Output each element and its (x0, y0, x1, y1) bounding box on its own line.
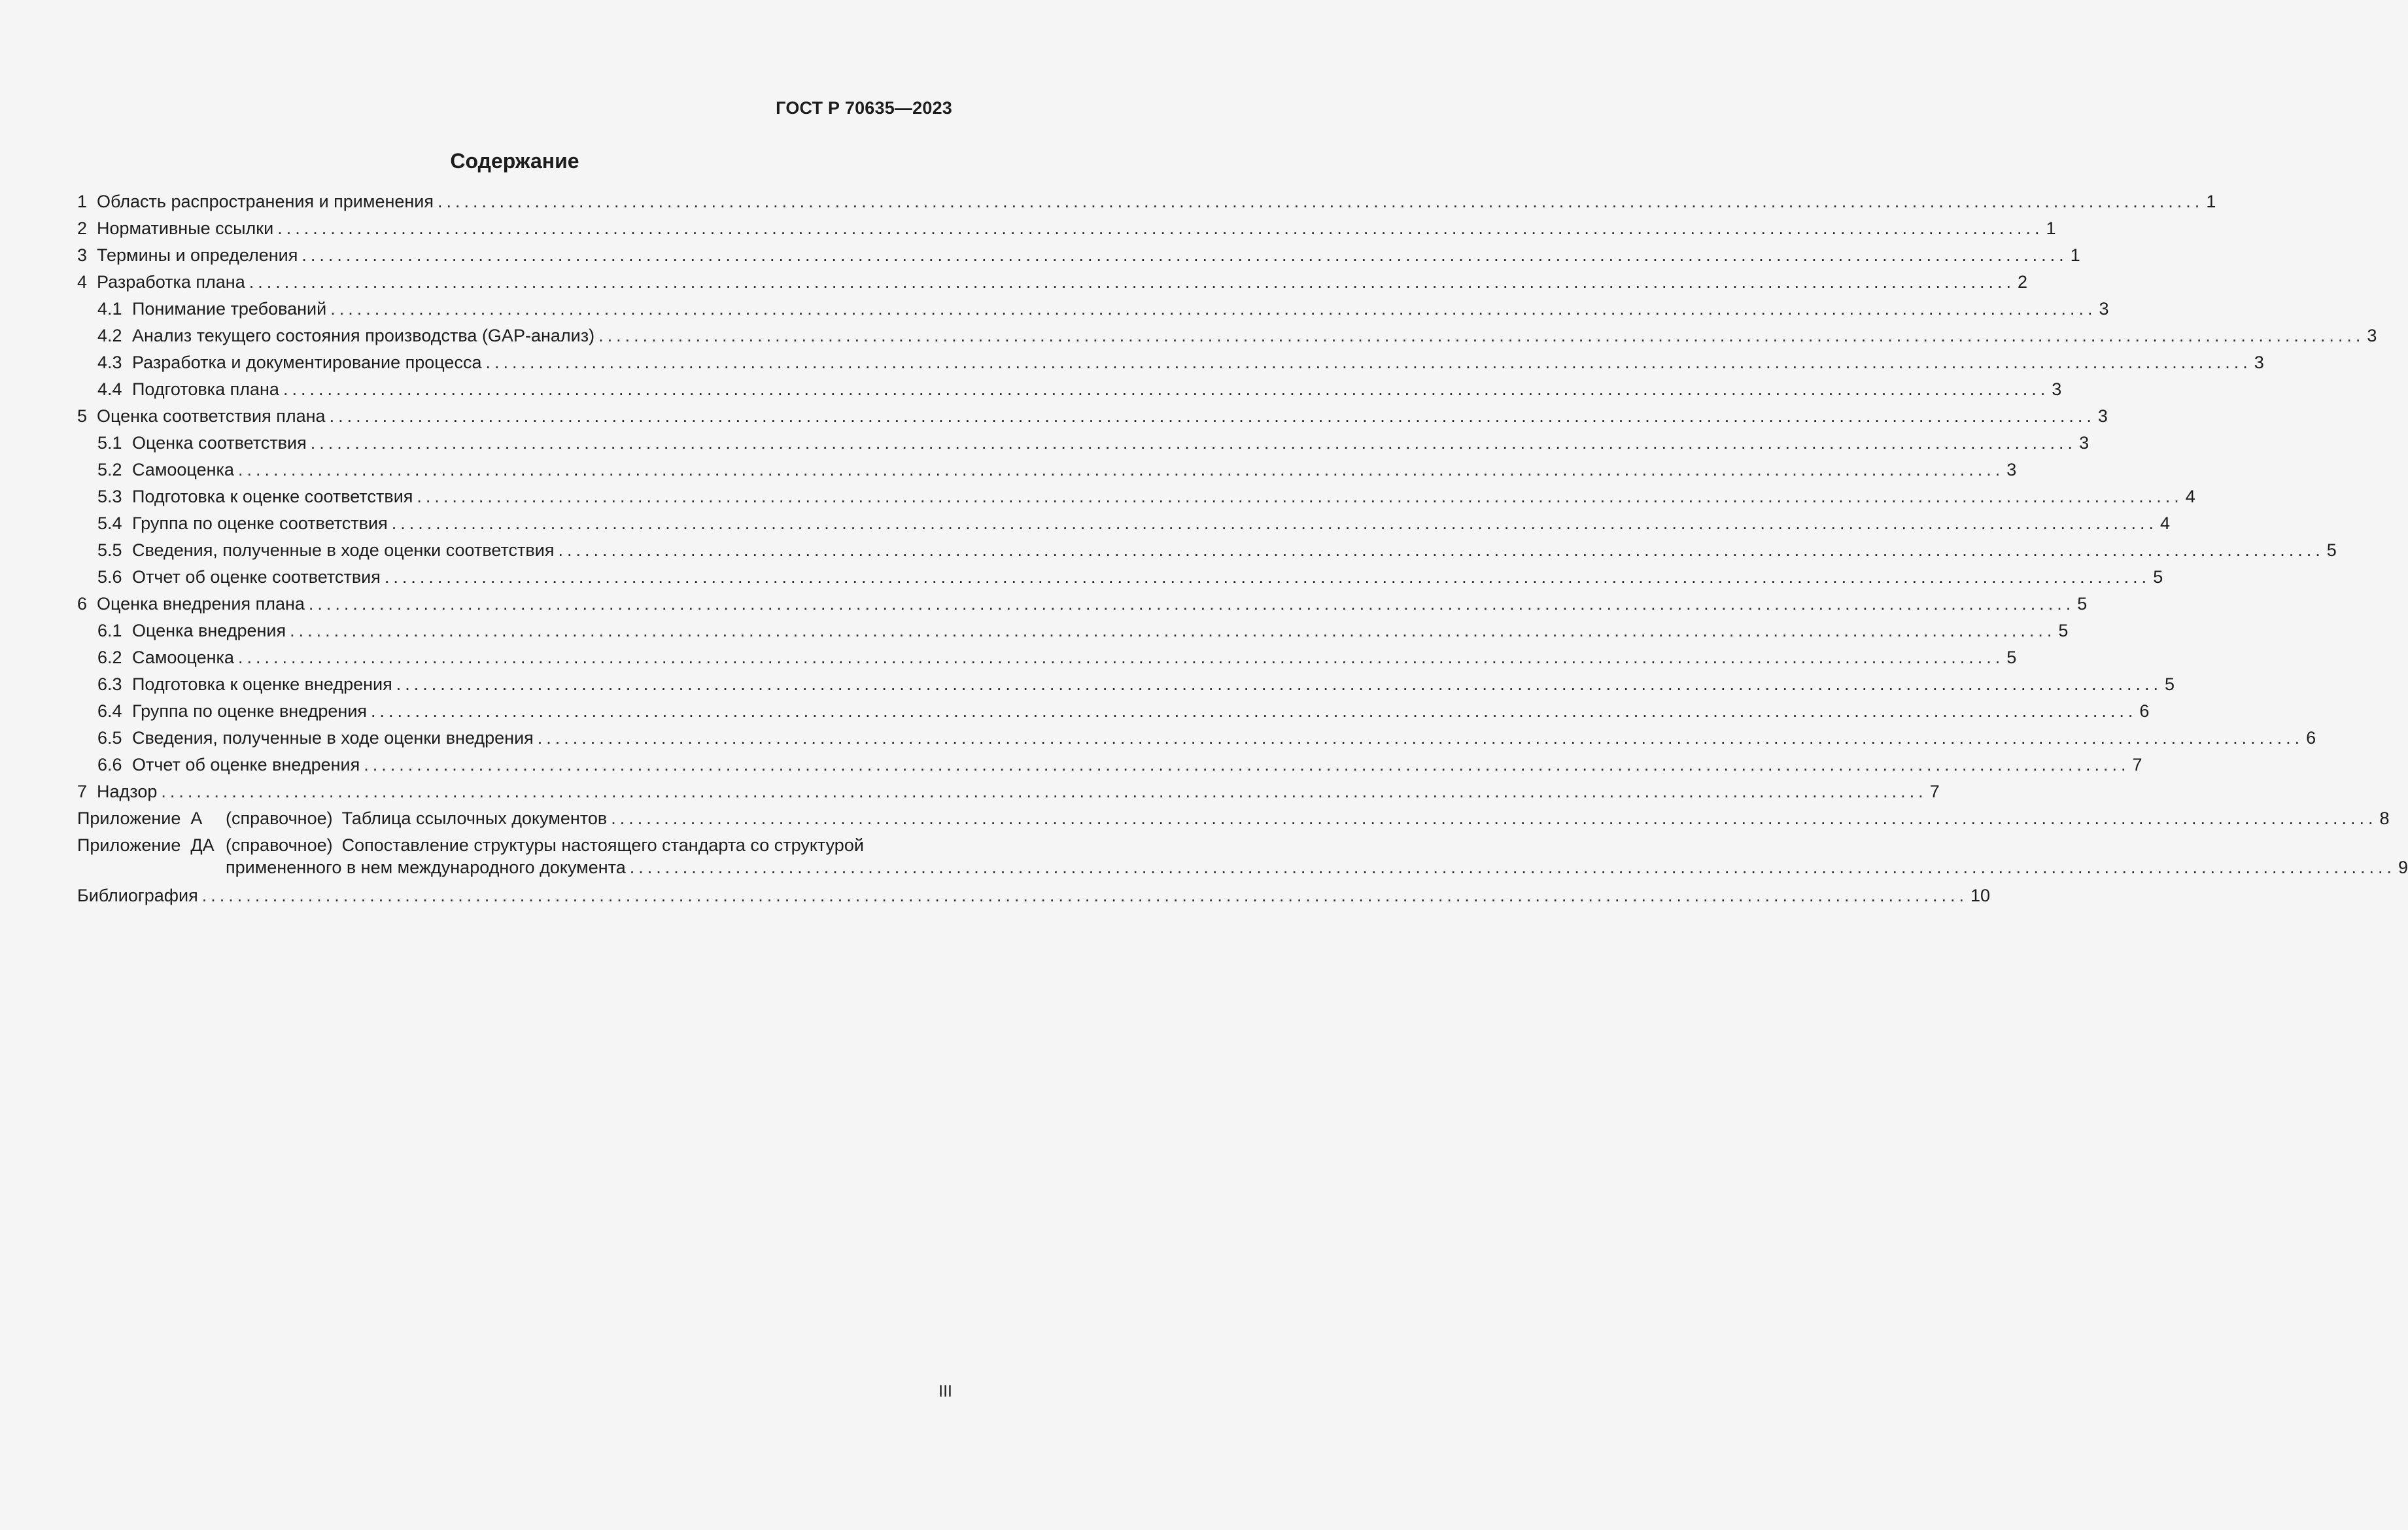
dot-leader: ........................................................................................................................................................................................................ (329, 406, 2095, 426)
dot-leader: ........................................................................................................................................................................................................ (396, 674, 2163, 694)
toc-entry (77, 403, 2108, 430)
toc-entry (77, 376, 2062, 403)
toc-entry-title: Оценка соответствия плана (97, 406, 326, 426)
toc-entry-title: Группа по оценке соответствия (132, 513, 388, 533)
toc-entry (77, 269, 2028, 296)
page-number: III (938, 1382, 952, 1400)
toc-entry-page: 3 (2097, 406, 2108, 426)
dot-leader: ........................................................................................................................................................................................................ (310, 433, 2077, 453)
dot-leader: ........................................................................................................................................................................................................ (485, 353, 2252, 372)
toc-entry-page: 4 (2185, 487, 2195, 506)
toc-entry-title: Сведения, полученные в ходе оценки соответствия (132, 540, 555, 560)
toc-entry-number: 6.2 (97, 648, 122, 667)
toc-entry-number: 5.3 (97, 487, 122, 506)
dot-leader: ........................................................................................................................................................................................................ (364, 755, 2130, 774)
toc-entry (77, 430, 2090, 457)
dot-leader: ........................................................................................................................................................................................................ (290, 621, 2056, 640)
dot-leader: ........................................................................................................................................................................................................ (391, 513, 2158, 533)
toc-entry-number: 5.6 (97, 567, 122, 587)
toc-entry-title: Оценка внедрения плана (97, 594, 305, 614)
toc-entry (77, 537, 2337, 564)
dot-leader: ........................................................................................................................................................................................................ (537, 728, 2304, 748)
toc-entry (77, 644, 2017, 671)
toc-entry-page: 2 (2018, 272, 2028, 292)
toc-entry (77, 349, 2264, 376)
toc-entry-number: 4.4 (97, 379, 122, 399)
toc-entry-page: 3 (2099, 299, 2109, 319)
annex-a-title: Таблица ссылочных документов (341, 808, 608, 828)
toc-entry (77, 296, 2109, 322)
toc-entry-number: 4.1 (97, 299, 122, 319)
toc-entry (77, 457, 2017, 483)
toc-entry-title: Группа по оценке внедрения (132, 701, 368, 721)
dot-leader: ........................................................................................................................................................................................................ (283, 379, 2050, 399)
annex-da-page: 9 (2398, 858, 2408, 877)
toc-entry-page: 3 (2254, 353, 2264, 372)
toc-entry-page: 3 (2367, 326, 2377, 345)
toc-entry-page: 5 (2058, 621, 2069, 640)
toc-entry-title: Разработка и документирование процесса (132, 353, 482, 372)
toc-entry-number: 6.5 (97, 728, 122, 748)
table-of-contents (77, 188, 2408, 909)
toc-entry-title: Оценка соответствия (132, 433, 307, 453)
dot-leader: ........................................................................................................................................................................................................ (330, 299, 2097, 319)
dot-leader: ........................................................................................................................................................................................................ (384, 567, 2151, 587)
toc-entry-number: 6.6 (97, 755, 122, 774)
toc-entry-number: 5 (77, 406, 88, 426)
toc-entries (77, 188, 2377, 805)
toc-entry (77, 752, 2142, 778)
toc-entry-title: Подготовка к оценке соответствия (132, 487, 413, 506)
bibliography-page: 10 (1970, 886, 1991, 905)
annex-da-prefix: Приложение ДА (77, 835, 215, 855)
toc-entry (77, 778, 1940, 805)
toc-entry (77, 215, 2056, 242)
toc-entry (77, 698, 2150, 725)
annex-a-prefix: Приложение А (77, 808, 203, 828)
toc-entry-title: Сведения, полученные в ходе оценки внедрения (132, 728, 534, 748)
toc-entry-title: Понимание требований (132, 299, 327, 319)
dot-leader: ........................................................................................................................................................................................................ (371, 701, 2137, 721)
annex-da-title-line1: Сопоставление структуры настоящего стандарта со структурой (341, 835, 864, 855)
dot-leader: ........................................................................................................................................................................................................ (611, 808, 2377, 828)
toc-entry-number: 3 (77, 245, 88, 265)
toc-entry-page: 5 (2153, 567, 2163, 587)
toc-entry-annex-da (77, 834, 2408, 878)
annex-a-page: 8 (2379, 808, 2390, 828)
dot-leader: ........................................................................................................................................................................................................ (237, 648, 2004, 667)
toc-entry-page: 5 (2006, 648, 2017, 667)
toc-entry-number: 7 (77, 782, 88, 801)
toc-entry-page: 3 (2006, 460, 2017, 479)
toc-entry-title: Термины и определения (97, 245, 298, 265)
toc-entry-number: 6.1 (97, 621, 122, 640)
dot-leader: ........................................................................................................................................................................................................ (308, 594, 2075, 614)
toc-entry (77, 591, 2088, 617)
toc-entry-title: Оценка внедрения (132, 621, 286, 640)
dot-leader: ........................................................................................................................................................................................................ (237, 460, 2004, 479)
toc-entry (77, 483, 2195, 510)
toc-entry-number: 5.1 (97, 433, 122, 453)
toc-entry (77, 322, 2377, 349)
toc-entry-page: 5 (2165, 674, 2175, 694)
toc-entry (77, 671, 2175, 698)
dot-leader: ........................................................................................................................................................................................................ (277, 218, 2044, 238)
toc-entry-annex-a (77, 805, 2390, 832)
toc-entry-number: 6.4 (97, 701, 122, 721)
toc-entry-page: 5 (2077, 594, 2088, 614)
toc-entry-page: 7 (2132, 755, 2142, 774)
toc-title: Содержание (450, 149, 579, 173)
annex-a-kind: (справочное) (226, 808, 333, 828)
toc-entry (77, 188, 2216, 215)
toc-entry-number: 5.5 (97, 540, 122, 560)
toc-entry-page: 1 (2046, 218, 2056, 238)
toc-entry-title: Отчет об оценке внедрения (132, 755, 360, 774)
toc-entry-page: 4 (2160, 513, 2171, 533)
toc-entry-number: 2 (77, 218, 88, 238)
toc-entry-page: 1 (2206, 192, 2216, 211)
dot-leader: ........................................................................................................................................................................................................ (629, 858, 2396, 877)
toc-entry-number: 4 (77, 272, 88, 292)
toc-entry-page: 6 (2306, 728, 2316, 748)
bibliography-label: Библиография (77, 886, 198, 905)
toc-entry-page: 3 (2052, 379, 2062, 399)
dot-leader: ........................................................................................................................................................................................................ (598, 326, 2365, 345)
dot-leader: ........................................................................................................................................................................................................ (161, 782, 1927, 801)
toc-entry-title: Отчет об оценке соответствия (132, 567, 381, 587)
toc-entry-page: 7 (1929, 782, 1940, 801)
toc-entry-page: 1 (2070, 245, 2080, 265)
toc-entry-title: Область распространения и применения (97, 192, 434, 211)
toc-entry-page: 3 (2079, 433, 2090, 453)
document-code: ГОСТ Р 70635—2023 (776, 98, 952, 118)
toc-entry (77, 725, 2316, 752)
toc-entry-number: 4.3 (97, 353, 122, 372)
toc-entry-number: 1 (77, 192, 88, 211)
toc-entry-title: Нормативные ссылки (97, 218, 274, 238)
toc-entry-page: 5 (2326, 540, 2337, 560)
dot-leader: ........................................................................................................................................................................................................ (438, 192, 2204, 211)
toc-entry-title: Анализ текущего состояния производства (GAP-анализ) (132, 326, 595, 345)
dot-leader: ........................................................................................................................................................................................................ (417, 487, 2183, 506)
toc-entry-number: 5.2 (97, 460, 122, 479)
toc-entry-title: Разработка плана (97, 272, 245, 292)
dot-leader: ........................................................................................................................................................................................................ (558, 540, 2324, 560)
toc-entry-title: Надзор (97, 782, 158, 801)
toc-entry-bibliography (77, 882, 1991, 909)
dot-leader: ........................................................................................................................................................................................................ (201, 886, 1968, 905)
annex-da-title-line2: примененного в нем международного документа (226, 858, 626, 877)
toc-entry (77, 510, 2171, 537)
toc-entry-number: 4.2 (97, 326, 122, 345)
dot-leader: ........................................................................................................................................................................................................ (301, 245, 2068, 265)
toc-entry-title: Самооценка (132, 648, 234, 667)
toc-entry (77, 564, 2163, 591)
toc-entry-title: Подготовка к оценке внедрения (132, 674, 392, 694)
toc-entry (77, 617, 2069, 644)
toc-entry-number: 5.4 (97, 513, 122, 533)
toc-entry-number: 6.3 (97, 674, 122, 694)
toc-entry-title: Подготовка плана (132, 379, 279, 399)
toc-entry-title: Самооценка (132, 460, 234, 479)
annex-da-kind: (справочное) (226, 835, 333, 855)
toc-entry-page: 6 (2139, 701, 2150, 721)
toc-entry-number: 6 (77, 594, 88, 614)
dot-leader: ........................................................................................................................................................................................................ (249, 272, 2016, 292)
toc-entry (77, 242, 2080, 269)
